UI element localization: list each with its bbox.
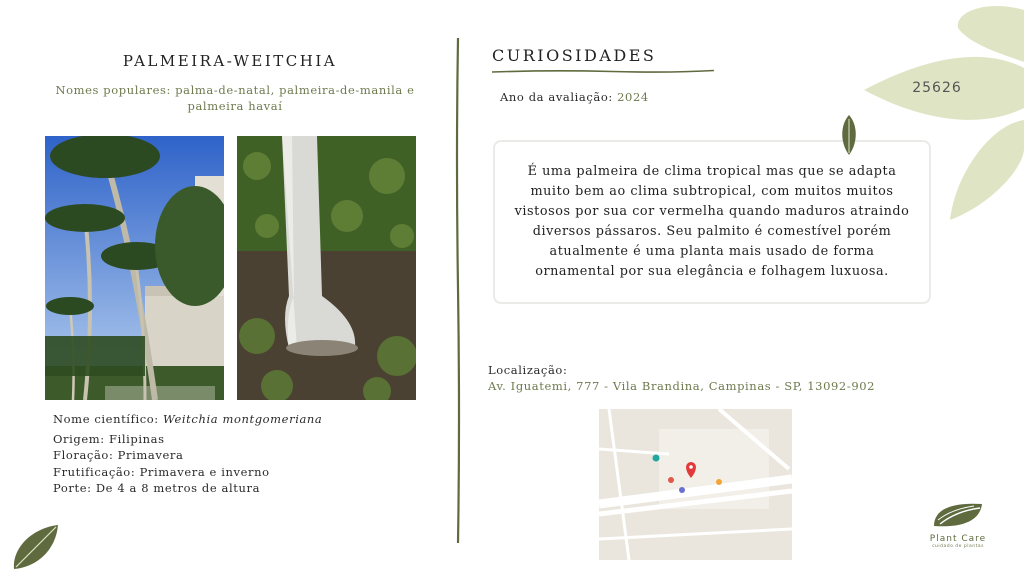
flowering: Floração: Primavera [53, 448, 184, 462]
leaf-icon-bottom-left [12, 523, 60, 571]
location-address: Av. Iguatemi, 777 - Vila Brandina, Campinas - SP, 13092-902 [488, 379, 876, 393]
scientific-name [53, 411, 413, 428]
brand-logo [918, 500, 998, 555]
palm-trunk-photo [237, 136, 416, 400]
year-label: Ano da avaliação: [500, 90, 618, 104]
location-label: Localização: [488, 363, 568, 377]
brand-name: Plant Care [929, 534, 987, 544]
scientific-name-label: Nome científico: [53, 412, 164, 426]
location-map [599, 409, 792, 560]
title-underline [492, 68, 714, 74]
evaluation-year [500, 90, 649, 104]
scientific-name-value: Weitchia montgomeriana [163, 412, 323, 426]
brand-tagline: cuidado de plantas [932, 544, 984, 549]
vertical-divider [455, 38, 461, 543]
fruiting: Frutificação: Primavera e inverno [53, 465, 270, 479]
year-value: 2024 [617, 90, 649, 104]
decorative-leaves [860, 0, 1024, 230]
palm-trees-photo [45, 136, 224, 400]
curiosities-title: CURIOSIDADES [492, 46, 657, 65]
popular-names: Nomes populares: palma-de-natal, palmeira-de-manila e palmeira havaí [55, 83, 415, 113]
plant-title: PALMEIRA-WEITCHIA [122, 52, 338, 70]
plant-size: Porte: De 4 a 8 metros de altura [53, 481, 261, 495]
origin: Origem: Filipinas [53, 432, 165, 446]
plant-code: 25626 [912, 80, 962, 96]
curiosities-text: É uma palmeira de clima tropical mas que se adapta muito bem ao clima subtropical, com muitos muitos vistosos por sua cor vermelha quando maduros atraindo diversos pássaros. Seu palmito é comestível porém atualmente é uma planta mais usado de forma ornamental por sua elegância e folhagem luxuosa. [514, 164, 910, 279]
brand-leaf-icon [930, 500, 986, 530]
leaf-icon [838, 115, 860, 155]
